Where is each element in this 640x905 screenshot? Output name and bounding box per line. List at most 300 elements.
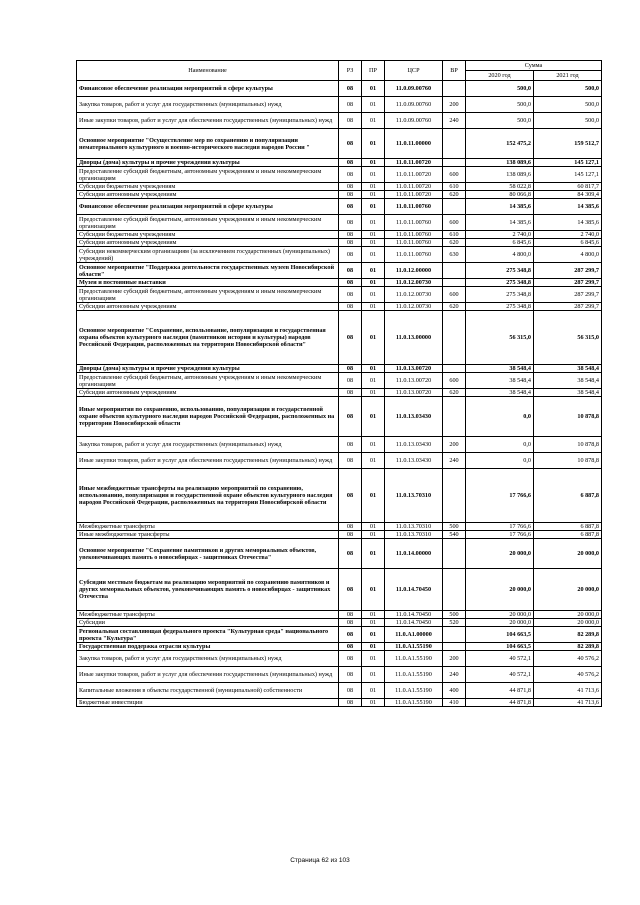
cell-name: Региональная составляющая федерального проекта "Культурная среда" национального проекта "Культура" [77,627,339,643]
cell-2021: 82 289,8 [534,643,602,651]
cell-2020: 138 089,6 [466,159,534,167]
cell-name: Субсидии бюджетным учреждениям [77,231,339,239]
cell-name: Дворцы (дома) культуры и прочие учреждения культуры [77,365,339,373]
cell-2020: 4 800,0 [466,247,534,263]
cell-csr: 11.0.14.70450 [385,619,443,627]
cell-2021: 56 315,0 [534,311,602,365]
cell-name: Государственная поддержка отрасли культуры [77,643,339,651]
cell-name: Субсидии некоммерческим организациям (за исключением государственных (муниципальных) учреждений) [77,247,339,263]
cell-2020: 0,0 [466,397,534,437]
cell-2020: 44 871,8 [466,699,534,707]
cell-pr: 01 [362,539,385,569]
table-row [77,199,602,215]
cell-vr: 620 [443,389,466,397]
cell-pr: 01 [362,231,385,239]
cell-rz: 08 [339,97,362,113]
cell-vr: 600 [443,167,466,183]
table-row [77,81,602,97]
cell-pr: 01 [362,81,385,97]
cell-rz: 08 [339,389,362,397]
cell-vr [443,159,466,167]
cell-vr: 240 [443,113,466,129]
cell-vr [443,365,466,373]
cell-name: Межбюджетные трансферты [77,523,339,531]
cell-2020: 56 315,0 [466,311,534,365]
cell-name: Субсидии автономным учреждениям [77,191,339,199]
table-row [77,539,602,569]
cell-2020: 20 000,0 [466,619,534,627]
cell-2021: 10 878,8 [534,397,602,437]
cell-pr: 01 [362,531,385,539]
cell-csr: 11.0.11.00720 [385,167,443,183]
cell-name: Основное мероприятие "Сохранение, использование, популяризация и государственная охрана объектов культурного наследия (памятников истории и культуры) народов Российской Федерации, расположенных на территории Новосибирской области" [77,311,339,365]
table-row [77,651,602,667]
cell-rz: 08 [339,199,362,215]
cell-pr: 01 [362,469,385,523]
cell-2021: 14 385,6 [534,199,602,215]
table-row [77,523,602,531]
cell-csr: 11.0.11.00760 [385,239,443,247]
cell-rz: 08 [339,263,362,279]
cell-rz: 08 [339,611,362,619]
table-row [77,569,602,611]
cell-vr: 620 [443,303,466,311]
cell-pr: 01 [362,287,385,303]
cell-pr: 01 [362,683,385,699]
cell-name: Финансовое обеспечение реализации мероприятий в сфере культуры [77,199,339,215]
cell-vr [443,643,466,651]
cell-name: Предоставление субсидий бюджетным, автономным учреждениям и иным некоммерческим организациям [77,373,339,389]
cell-vr: 200 [443,437,466,453]
cell-csr: 11.0.14.70450 [385,569,443,611]
cell-csr: 11.0.13.70310 [385,469,443,523]
cell-vr: 600 [443,215,466,231]
cell-pr: 01 [362,699,385,707]
cell-2021: 38 548,4 [534,365,602,373]
cell-2020: 500,0 [466,97,534,113]
cell-name: Субсидии местным бюджетам на реализацию мероприятий по сохранению памятников и других мемориальных объектов, увековечивающих память о новосибирцах - защитниках Отечества [77,569,339,611]
cell-2021: 500,0 [534,113,602,129]
cell-2021: 20 000,0 [534,611,602,619]
cell-name: Предоставление субсидий бюджетным, автономным учреждениям и иным некоммерческим организациям [77,287,339,303]
cell-csr: 11.0.11.00000 [385,129,443,159]
table-row [77,437,602,453]
table-row [77,279,602,287]
cell-2020: 275 348,8 [466,279,534,287]
cell-rz: 08 [339,247,362,263]
cell-csr: 11.0.A1.55190 [385,667,443,683]
cell-2021: 60 817,7 [534,183,602,191]
cell-vr: 500 [443,523,466,531]
cell-vr: 610 [443,183,466,191]
cell-name: Музеи и постоянные выставки [77,279,339,287]
cell-csr: 11.0.11.00720 [385,159,443,167]
cell-vr [443,263,466,279]
header-vr: ВР [443,61,466,81]
cell-2020: 20 000,0 [466,569,534,611]
cell-csr: 11.0.A1.55190 [385,651,443,667]
cell-rz: 08 [339,231,362,239]
cell-csr: 11.0.12.00730 [385,287,443,303]
cell-2021: 41 713,6 [534,699,602,707]
cell-2021: 38 548,4 [534,373,602,389]
cell-2020: 500,0 [466,81,534,97]
cell-2021: 500,0 [534,81,602,97]
cell-2020: 0,0 [466,437,534,453]
cell-csr: 11.0.11.00760 [385,247,443,263]
cell-name: Предоставление субсидий бюджетным, автономным учреждениям и иным некоммерческим организациям [77,215,339,231]
cell-rz: 08 [339,619,362,627]
cell-rz: 08 [339,129,362,159]
cell-vr: 240 [443,667,466,683]
cell-2021: 40 576,2 [534,651,602,667]
cell-rz: 08 [339,239,362,247]
cell-csr: 11.0.09.00760 [385,97,443,113]
cell-rz: 08 [339,539,362,569]
cell-csr: 11.0.13.00720 [385,365,443,373]
cell-csr: 11.0.A1.55190 [385,683,443,699]
cell-name: Субсидии [77,619,339,627]
header-year-2020: 2020 год [466,71,534,81]
cell-vr [443,279,466,287]
table-row [77,97,602,113]
table-row [77,311,602,365]
cell-2021: 40 576,2 [534,667,602,683]
cell-csr: 11.0.14.70450 [385,611,443,619]
table-row [77,129,602,159]
cell-2020: 14 385,6 [466,215,534,231]
cell-2021: 2 740,0 [534,231,602,239]
table-row [77,531,602,539]
cell-name: Бюджетные инвестиции [77,699,339,707]
cell-pr: 01 [362,453,385,469]
cell-vr [443,129,466,159]
table-row [77,159,602,167]
cell-2020: 152 475,2 [466,129,534,159]
cell-pr: 01 [362,397,385,437]
page-number: Страница 62 из 103 [290,857,350,864]
budget-table-container [76,60,601,707]
cell-pr: 01 [362,167,385,183]
cell-csr: 11.0.13.00720 [385,389,443,397]
table-row [77,303,602,311]
cell-2021: 20 000,0 [534,569,602,611]
cell-vr: 620 [443,191,466,199]
table-row [77,167,602,183]
header-year-2021: 2021 год [534,71,602,81]
cell-2021: 145 127,1 [534,167,602,183]
table-row [77,683,602,699]
header-csr: ЦСР [385,61,443,81]
cell-rz: 08 [339,651,362,667]
cell-vr [443,311,466,365]
cell-2021: 6 845,6 [534,239,602,247]
cell-2021: 14 385,6 [534,215,602,231]
cell-csr: 11.0.09.00760 [385,81,443,97]
table-row [77,113,602,129]
cell-vr: 410 [443,699,466,707]
cell-pr: 01 [362,523,385,531]
cell-2021: 10 878,8 [534,453,602,469]
cell-csr: 11.0.13.03430 [385,397,443,437]
cell-2020: 20 000,0 [466,611,534,619]
cell-csr: 11.0.12.00000 [385,263,443,279]
cell-2020: 17 766,6 [466,469,534,523]
table-row [77,699,602,707]
cell-pr: 01 [362,627,385,643]
cell-2021: 287 299,7 [534,279,602,287]
cell-pr: 01 [362,667,385,683]
cell-csr: 11.0.11.00760 [385,215,443,231]
cell-2020: 275 348,8 [466,263,534,279]
cell-rz: 08 [339,311,362,365]
cell-pr: 01 [362,373,385,389]
cell-pr: 01 [362,239,385,247]
cell-name: Основное мероприятие "Сохранение памятников и других мемориальных объектов, увековечивающих память о новосибирцах - защитниках Отечества" [77,539,339,569]
cell-csr: 11.0.09.00760 [385,113,443,129]
cell-2020: 17 766,6 [466,531,534,539]
cell-rz: 08 [339,191,362,199]
cell-name: Иные закупки товаров, работ и услуг для обеспечения государственных (муниципальных) нужд [77,667,339,683]
cell-2020: 14 385,6 [466,199,534,215]
cell-rz: 08 [339,699,362,707]
cell-rz: 08 [339,215,362,231]
cell-name: Иные межбюджетные трансферты [77,531,339,539]
cell-rz: 08 [339,303,362,311]
cell-vr [443,81,466,97]
cell-pr: 01 [362,619,385,627]
cell-rz: 08 [339,437,362,453]
cell-2020: 40 572,1 [466,667,534,683]
cell-name: Капитальные вложения в объекты государственной (муниципальной) собственности [77,683,339,699]
cell-csr: 11.0.13.03430 [385,453,443,469]
cell-rz: 08 [339,643,362,651]
cell-csr: 11.0.11.00720 [385,191,443,199]
table-row [77,667,602,683]
cell-rz: 08 [339,531,362,539]
cell-vr: 200 [443,97,466,113]
table-row [77,247,602,263]
cell-2020: 58 022,8 [466,183,534,191]
cell-name: Финансовое обеспечение реализации мероприятий в сфере культуры [77,81,339,97]
cell-pr: 01 [362,651,385,667]
cell-2020: 38 548,4 [466,373,534,389]
cell-vr: 520 [443,619,466,627]
cell-name: Субсидии автономным учреждениям [77,239,339,247]
header-pr: ПР [362,61,385,81]
table-row [77,263,602,279]
header-row-1 [77,61,602,71]
cell-vr: 200 [443,651,466,667]
cell-rz: 08 [339,183,362,191]
cell-pr: 01 [362,129,385,159]
cell-2021: 20 000,0 [534,539,602,569]
cell-rz: 08 [339,81,362,97]
cell-name: Предоставление субсидий бюджетным, автономным учреждениям и иным некоммерческим организациям [77,167,339,183]
cell-pr: 01 [362,191,385,199]
table-body [77,81,602,707]
cell-name: Иные закупки товаров, работ и услуг для обеспечения государственных (муниципальных) нужд [77,453,339,469]
cell-2020: 38 548,4 [466,365,534,373]
cell-pr: 01 [362,365,385,373]
cell-name: Основное мероприятие "Осуществление мер по сохранению и популяризации нематериального культурного и военно-исторического наследия народов России " [77,129,339,159]
cell-csr: 11.0.A1.55190 [385,643,443,651]
cell-csr: 11.0.13.70310 [385,531,443,539]
cell-2021: 145 127,1 [534,159,602,167]
cell-vr: 620 [443,239,466,247]
cell-vr: 500 [443,611,466,619]
cell-rz: 08 [339,569,362,611]
cell-csr: 11.0.A1.00000 [385,627,443,643]
table-row [77,183,602,191]
cell-2020: 275 348,8 [466,287,534,303]
header-sum: Сумма [466,61,602,71]
table-row [77,397,602,437]
cell-2021: 6 887,8 [534,531,602,539]
cell-csr: 11.0.11.00760 [385,231,443,239]
cell-pr: 01 [362,97,385,113]
header-name: Наименование [77,61,339,81]
table-row [77,231,602,239]
cell-2021: 287 299,7 [534,303,602,311]
cell-2020: 104 663,5 [466,643,534,651]
cell-2021: 287 299,7 [534,287,602,303]
cell-2021: 4 800,0 [534,247,602,263]
cell-rz: 08 [339,397,362,437]
cell-vr: 540 [443,531,466,539]
cell-vr [443,569,466,611]
table-row [77,619,602,627]
cell-name: Дворцы (дома) культуры и прочие учреждения культуры [77,159,339,167]
cell-2021: 82 289,8 [534,627,602,643]
cell-csr: 11.0.12.00730 [385,303,443,311]
cell-2021: 84 309,4 [534,191,602,199]
cell-pr: 01 [362,303,385,311]
cell-name: Закупка товаров, работ и услуг для государственных (муниципальных) нужд [77,651,339,667]
cell-name: Межбюджетные трансферты [77,611,339,619]
cell-2021: 6 887,8 [534,523,602,531]
cell-vr: 600 [443,287,466,303]
table-row [77,287,602,303]
cell-2021: 41 713,6 [534,683,602,699]
cell-pr: 01 [362,389,385,397]
cell-csr: 11.0.11.00720 [385,183,443,191]
cell-csr: 11.0.13.00720 [385,373,443,389]
cell-name: Закупка товаров, работ и услуг для государственных (муниципальных) нужд [77,97,339,113]
cell-pr: 01 [362,311,385,365]
table-row [77,453,602,469]
cell-2020: 80 066,8 [466,191,534,199]
cell-vr: 610 [443,231,466,239]
cell-2020: 17 766,6 [466,523,534,531]
cell-vr [443,627,466,643]
cell-pr: 01 [362,247,385,263]
cell-name: Субсидии автономным учреждениям [77,303,339,311]
cell-pr: 01 [362,611,385,619]
cell-pr: 01 [362,199,385,215]
cell-csr: 11.0.13.03430 [385,437,443,453]
cell-2021: 500,0 [534,97,602,113]
cell-vr: 630 [443,247,466,263]
table-row [77,215,602,231]
cell-2020: 104 663,5 [466,627,534,643]
cell-rz: 08 [339,469,362,523]
cell-name: Основное мероприятие "Поддержка деятельности государственных музеев Новосибирской области" [77,263,339,279]
cell-pr: 01 [362,279,385,287]
table-row [77,365,602,373]
cell-2020: 20 000,0 [466,539,534,569]
cell-vr: 600 [443,373,466,389]
cell-name: Иные мероприятия по сохранению, использованию, популяризации и государственной охране объектов культурного наследия народов Российской Федерации, расположенных на территории Новосибирской области [77,397,339,437]
cell-2020: 275 348,8 [466,303,534,311]
cell-rz: 08 [339,373,362,389]
cell-2020: 138 089,6 [466,167,534,183]
header-rz: РЗ [339,61,362,81]
table-row [77,611,602,619]
cell-rz: 08 [339,159,362,167]
cell-csr: 11.0.11.00760 [385,199,443,215]
cell-2020: 40 572,1 [466,651,534,667]
table-row [77,643,602,651]
table-row [77,469,602,523]
cell-2020: 6 845,6 [466,239,534,247]
table-row [77,389,602,397]
cell-name: Субсидии бюджетным учреждениям [77,183,339,191]
cell-csr: 11.0.13.70310 [385,523,443,531]
cell-pr: 01 [362,113,385,129]
cell-2021: 10 878,8 [534,437,602,453]
cell-vr [443,397,466,437]
table-row [77,627,602,643]
cell-rz: 08 [339,279,362,287]
cell-pr: 01 [362,159,385,167]
cell-pr: 01 [362,263,385,279]
cell-2020: 2 740,0 [466,231,534,239]
cell-vr [443,199,466,215]
cell-vr: 400 [443,683,466,699]
cell-2020: 500,0 [466,113,534,129]
cell-2021: 159 512,7 [534,129,602,159]
cell-pr: 01 [362,215,385,231]
cell-pr: 01 [362,183,385,191]
cell-2021: 287 299,7 [534,263,602,279]
cell-pr: 01 [362,569,385,611]
cell-rz: 08 [339,167,362,183]
cell-name: Иные закупки товаров, работ и услуг для обеспечения государственных (муниципальных) нужд [77,113,339,129]
cell-rz: 08 [339,683,362,699]
cell-2021: 38 548,4 [534,389,602,397]
cell-rz: 08 [339,627,362,643]
budget-table [76,60,602,707]
cell-name: Иные межбюджетные трансферты на реализацию мероприятий по сохранению, использованию, популяризации и государственной охране объектов культурного наследия народов Российской Федерации, расположенных на территории Новосибирской области [77,469,339,523]
cell-rz: 08 [339,667,362,683]
cell-2021: 20 000,0 [534,619,602,627]
cell-pr: 01 [362,643,385,651]
cell-csr: 11.0.12.00730 [385,279,443,287]
cell-rz: 08 [339,113,362,129]
cell-vr [443,469,466,523]
table-row [77,191,602,199]
cell-2020: 0,0 [466,453,534,469]
table-row [77,239,602,247]
cell-2020: 38 548,4 [466,389,534,397]
cell-vr: 240 [443,453,466,469]
cell-rz: 08 [339,365,362,373]
cell-csr: 11.0.A1.55190 [385,699,443,707]
cell-rz: 08 [339,523,362,531]
cell-rz: 08 [339,453,362,469]
cell-vr [443,539,466,569]
